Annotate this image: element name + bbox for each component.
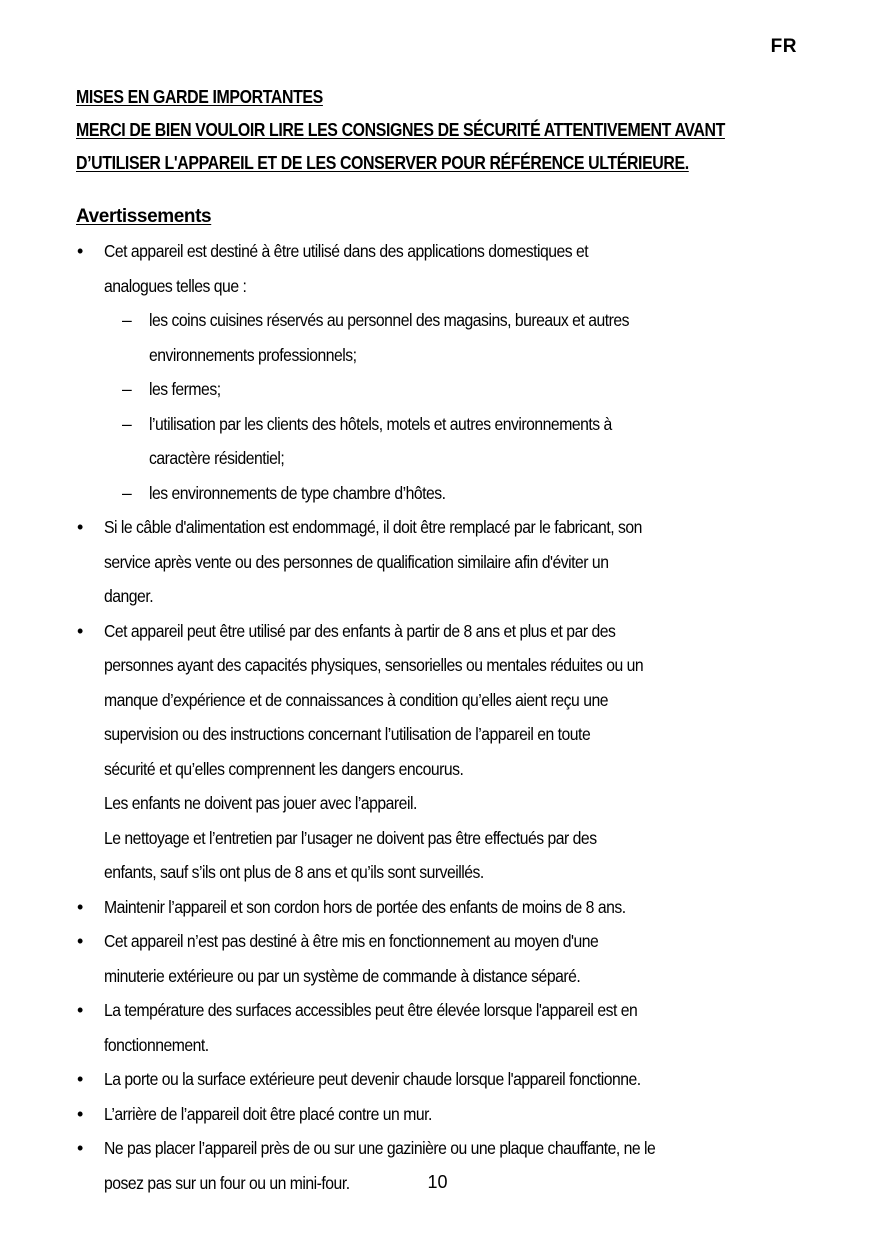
warning-item xyxy=(76,924,806,993)
warning-text-line: La porte ou la surface extérieure peut devenir chaude lorsque l'appareil fonctionne. xyxy=(104,1069,641,1089)
bullet-marker: • xyxy=(77,1138,84,1158)
warning-item xyxy=(76,510,806,614)
warning-text-line: Maintenir l’appareil et son cordon hors de portée des enfants de moins de 8 ans. xyxy=(104,896,626,917)
warning-text-line: fonctionnement. xyxy=(104,1034,209,1055)
warning-text-line: sécurité et qu’elles comprennent les dangers encourus. xyxy=(104,758,464,779)
bullet-marker: • xyxy=(77,1000,84,1020)
bullet-marker: • xyxy=(77,1069,84,1089)
dash-marker: – xyxy=(122,379,132,399)
warning-item xyxy=(76,1097,806,1132)
sub-list-item xyxy=(104,476,806,511)
bullet-marker: • xyxy=(77,931,84,951)
dash-marker: – xyxy=(122,482,132,503)
warning-text-line: danger. xyxy=(104,586,154,606)
warning-item xyxy=(76,614,806,890)
warning-text-line: Cet appareil n’est pas destiné à être mis en fonctionnement au moyen d'une xyxy=(104,931,599,951)
page-number: 10 xyxy=(427,1172,448,1192)
heading-line-2: MERCI DE BIEN VOULOIR LIRE LES CONSIGNES DE SÉCURITÉ ATTENTIVEMENT AVANT xyxy=(76,119,725,140)
warning-text-line: Si le câble d'alimentation est endommagé, il doit être remplacé par le fabricant, son xyxy=(104,517,642,537)
warning-text-line: manque d’expérience et de connaissances à condition qu’elles aient reçu une xyxy=(104,689,608,710)
warning-text-line: analogues telles que : xyxy=(104,275,247,296)
warning-text-line: enfants, sauf s’ils ont plus de 8 ans et qu’ils sont surveillés. xyxy=(104,862,484,882)
warning-item xyxy=(76,1062,806,1097)
sub-list xyxy=(104,303,806,510)
heading-line-1: MISES EN GARDE IMPORTANTES xyxy=(76,86,323,107)
dash-marker: – xyxy=(122,413,132,434)
sub-item-text-line: les fermes; xyxy=(149,379,221,399)
warning-text-line: posez pas sur un four ou un mini-four. xyxy=(104,1172,350,1193)
sub-item-text-line: l’utilisation par les clients des hôtels, motels et autres environnements à xyxy=(149,413,612,434)
sub-list-item xyxy=(104,303,806,372)
warning-item xyxy=(76,993,806,1062)
dash-marker: – xyxy=(122,310,132,330)
sub-list-item xyxy=(104,407,806,476)
warning-text-line: service après vente ou des personnes de qualification similaire afin d'éviter un xyxy=(104,551,609,572)
warnings-list xyxy=(76,234,806,1200)
bullet-marker: • xyxy=(77,241,84,261)
warning-text-line: supervision ou des instructions concernant l’utilisation de l’appareil en toute xyxy=(104,724,591,744)
document-body xyxy=(76,80,806,1200)
warning-text-line: Cet appareil est destiné à être utilisé dans des applications domestiques et xyxy=(104,241,589,261)
warning-text-line: La température des surfaces accessibles peut être élevée lorsque l'appareil est en xyxy=(104,1000,638,1020)
bullet-marker: • xyxy=(77,896,84,917)
language-tag: FR xyxy=(770,36,797,57)
sub-list-item xyxy=(104,372,806,407)
warning-text-line: Cet appareil peut être utilisé par des enfants à partir de 8 ans et plus et par des xyxy=(104,620,616,641)
warning-text-line: personnes ayant des capacités physiques, sensorielles ou mentales réduites ou un xyxy=(104,655,644,675)
sub-item-text-line: les coins cuisines réservés au personnel des magasins, bureaux et autres xyxy=(149,310,630,330)
bullet-marker: • xyxy=(77,1103,84,1124)
heading-line-3: D’UTILISER L'APPAREIL ET DE LES CONSERVER POUR RÉFÉRENCE ULTÉRIEURE. xyxy=(76,152,689,173)
bullet-marker: • xyxy=(77,620,84,641)
warning-text-line: Le nettoyage et l’entretien par l’usager ne doivent pas être effectués par des xyxy=(104,827,597,848)
sub-item-text-line: caractère résidentiel; xyxy=(149,448,285,468)
warning-text-line: Les enfants ne doivent pas jouer avec l’appareil. xyxy=(104,793,417,813)
sub-item-text-line: environnements professionnels; xyxy=(149,344,357,365)
bullet-marker: • xyxy=(77,517,84,537)
sub-item-text-line: les environnements de type chambre d’hôtes. xyxy=(149,482,446,503)
warning-item xyxy=(76,234,806,510)
warning-text-line: minuterie extérieure ou par un système de commande à distance séparé. xyxy=(104,965,581,986)
safety-heading xyxy=(76,80,806,179)
section-title: Avertissements xyxy=(76,206,212,227)
warning-item xyxy=(76,890,806,925)
warning-text-line: L’arrière de l’appareil doit être placé contre un mur. xyxy=(104,1103,432,1124)
warning-text-line: Ne pas placer l’appareil près de ou sur une gazinière ou une plaque chauffante, ne le xyxy=(104,1138,656,1158)
